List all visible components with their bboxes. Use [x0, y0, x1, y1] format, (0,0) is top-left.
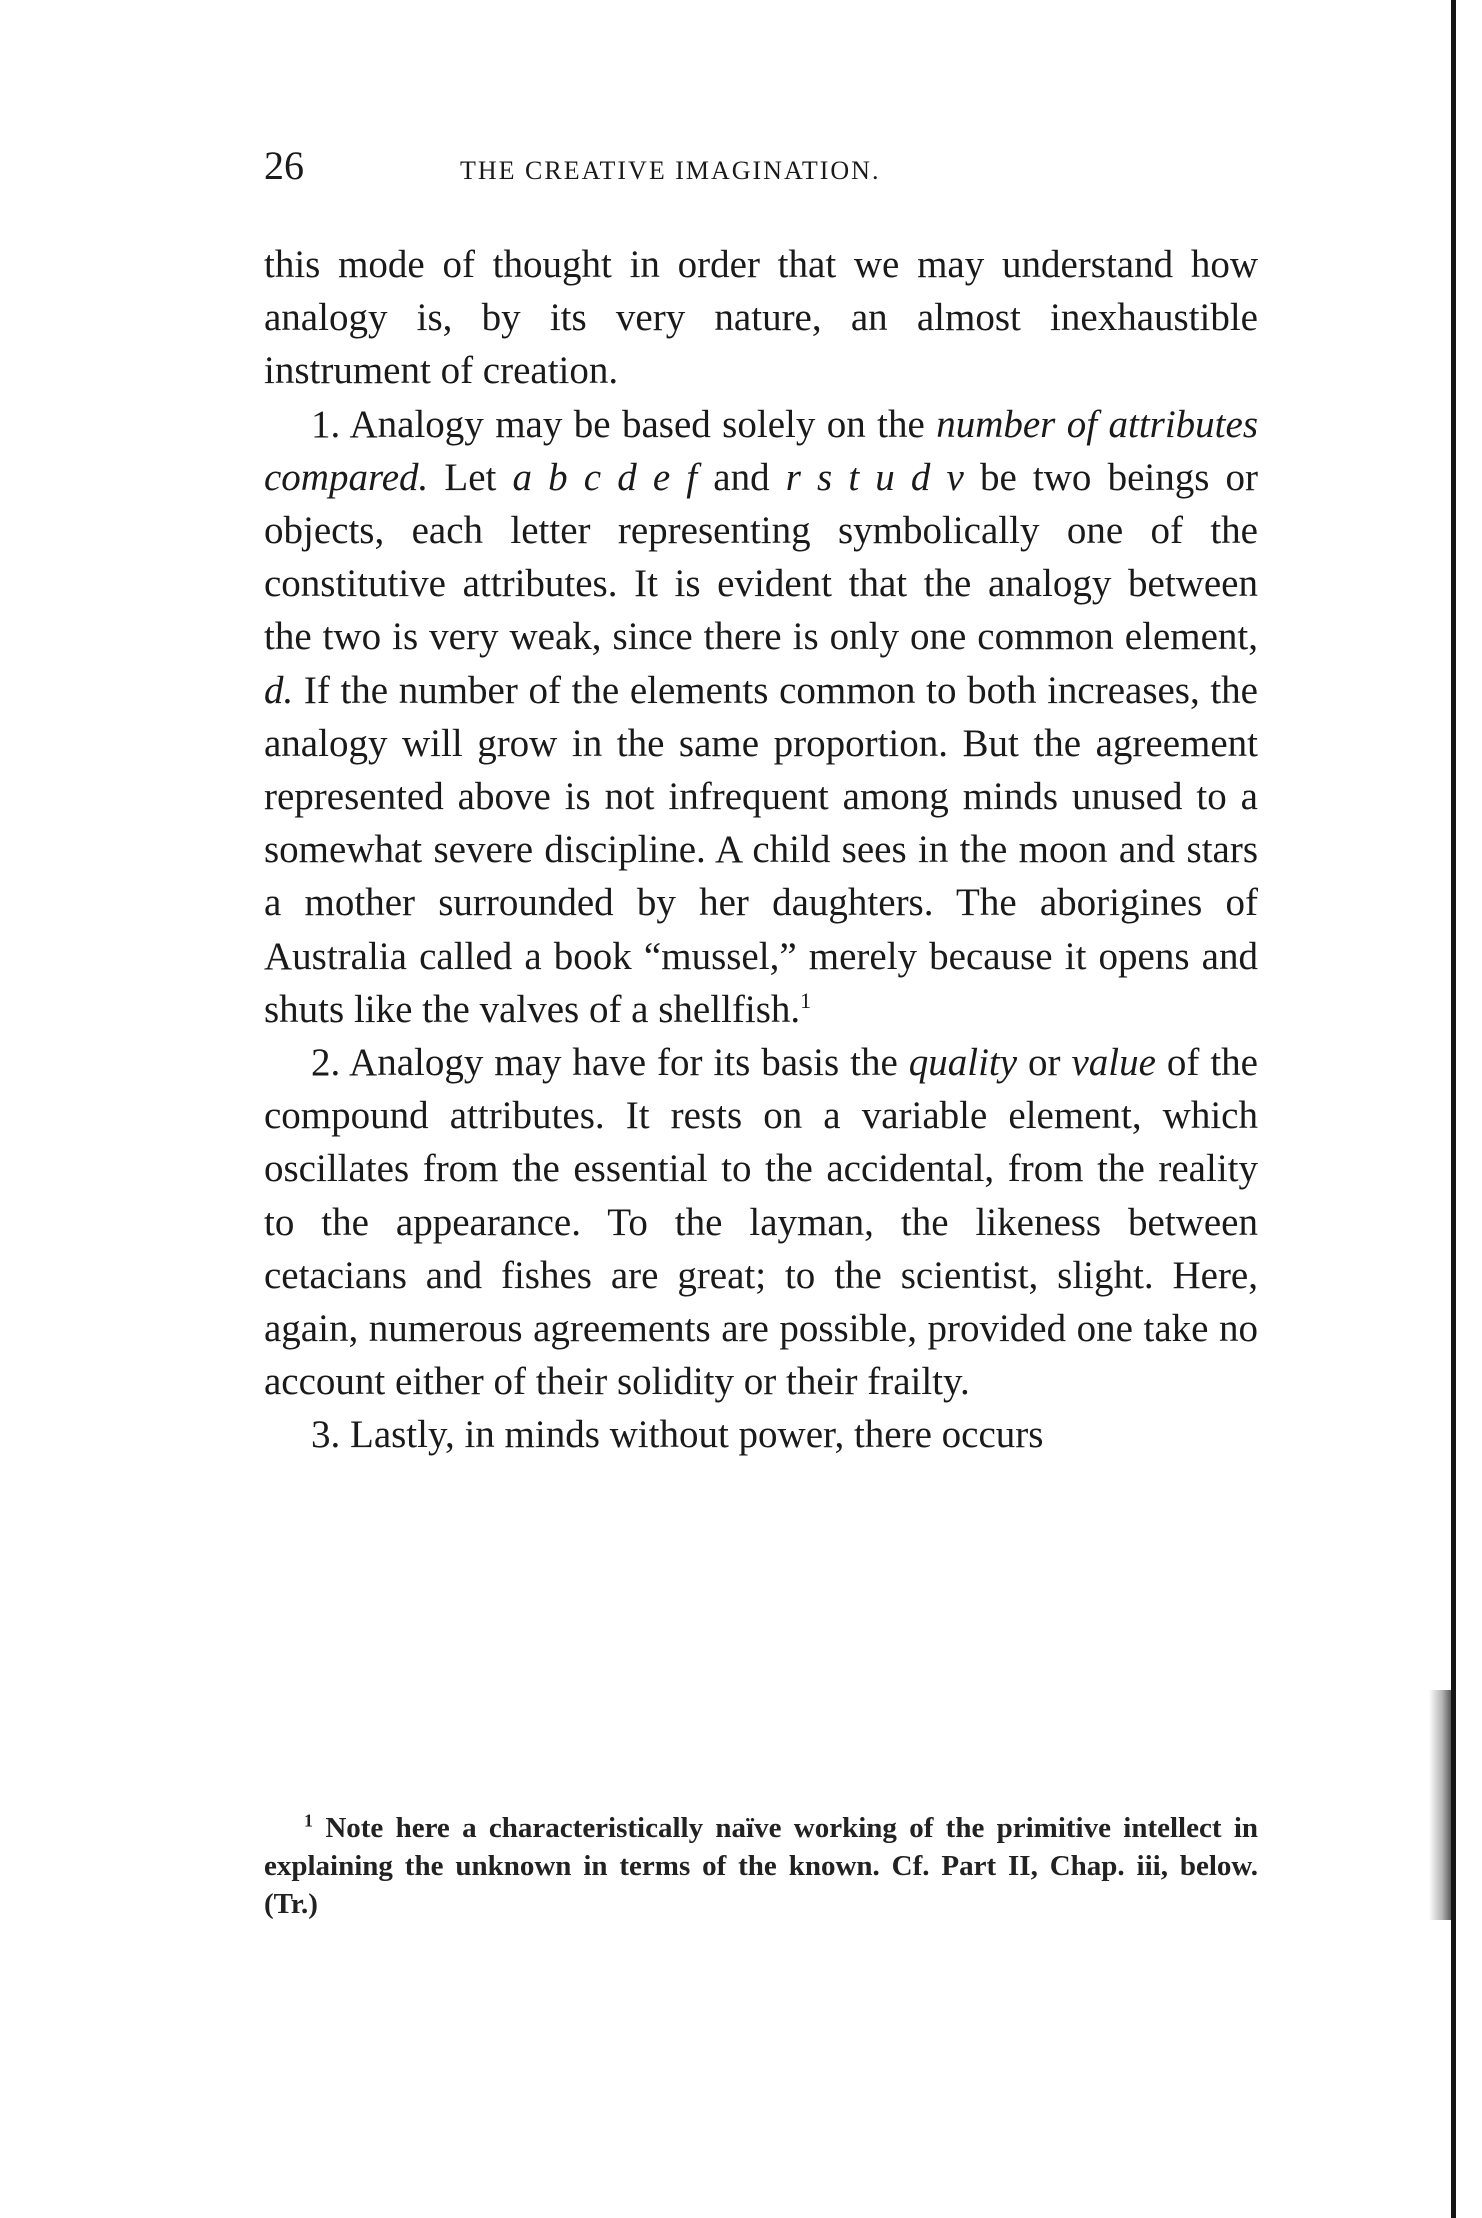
text-run: of the compound attributes. It rests on a variable element, which oscillates from the essential to the accidental, from the reality to the appearance. To the layman, the likeness between cetacians and fishes are great; to the scientist, slight. Here, again, numerous agreements are possible, provided one take no account either of their solidity or their frailty. — [264, 1041, 1258, 1404]
footnote-marker: 1 — [800, 987, 812, 1013]
italic-run: d. — [264, 668, 294, 712]
text-run: and — [697, 455, 786, 499]
paragraph-2 — [264, 1036, 1258, 1408]
footnote-paragraph — [264, 1809, 1258, 1923]
body-text — [264, 238, 1258, 1462]
page-header — [264, 143, 1258, 193]
text-run: 2. Analogy may have for its basis the — [311, 1041, 909, 1085]
italic-run: value — [1071, 1041, 1156, 1085]
page-edge-shadow — [1451, 0, 1456, 2218]
footnote-text: Note here a characteristically naïve working of the primitive intellect in explaining the unknown in terms of the known. Cf. Part II, Chap. iii, below. (Tr.) — [264, 1812, 1259, 1920]
paragraph-3: 3. Lastly, in minds without power, there occurs — [311, 1413, 1044, 1457]
text-run: If the number of the elements common to both increases, the analogy will grow in the same proportion. But the agreement represented above is not infrequent among minds unused to a somewhat severe discipline. A child sees in the moon and stars a mother surrounded by her daughters. The aborigines of Australia called a book “mussel,” merely because it opens and shuts like the valves of a shellfish. — [264, 668, 1258, 1031]
text-run: be two beings or objects, each letter representing symbolically one of the constitutive attributes. It is evident that the analogy between the two is very weak, since there is only one common element, — [264, 455, 1259, 659]
paragraph-continued: this mode of thought in order that we may understand how analogy is, by its very nature, an almost inexhaustible instrument of creation. — [264, 243, 1258, 393]
text-run: or — [1017, 1041, 1072, 1085]
running-head: THE CREATIVE IMAGINATION. — [460, 156, 881, 185]
text-run: Let — [428, 455, 513, 499]
italic-run: r s t u d v — [785, 455, 964, 499]
page-number: 26 — [264, 143, 304, 188]
italic-run: number of attributes compared. — [264, 402, 1259, 499]
footnote-number: 1 — [304, 1810, 313, 1831]
footnote — [264, 1809, 1258, 1923]
paragraph-1 — [264, 398, 1258, 1036]
italic-run: quality — [908, 1041, 1018, 1085]
text-run: 1. Analogy may be based solely on the — [311, 402, 937, 446]
italic-run: a b c d e f — [512, 455, 698, 499]
binding-shadow — [1429, 1690, 1451, 1920]
